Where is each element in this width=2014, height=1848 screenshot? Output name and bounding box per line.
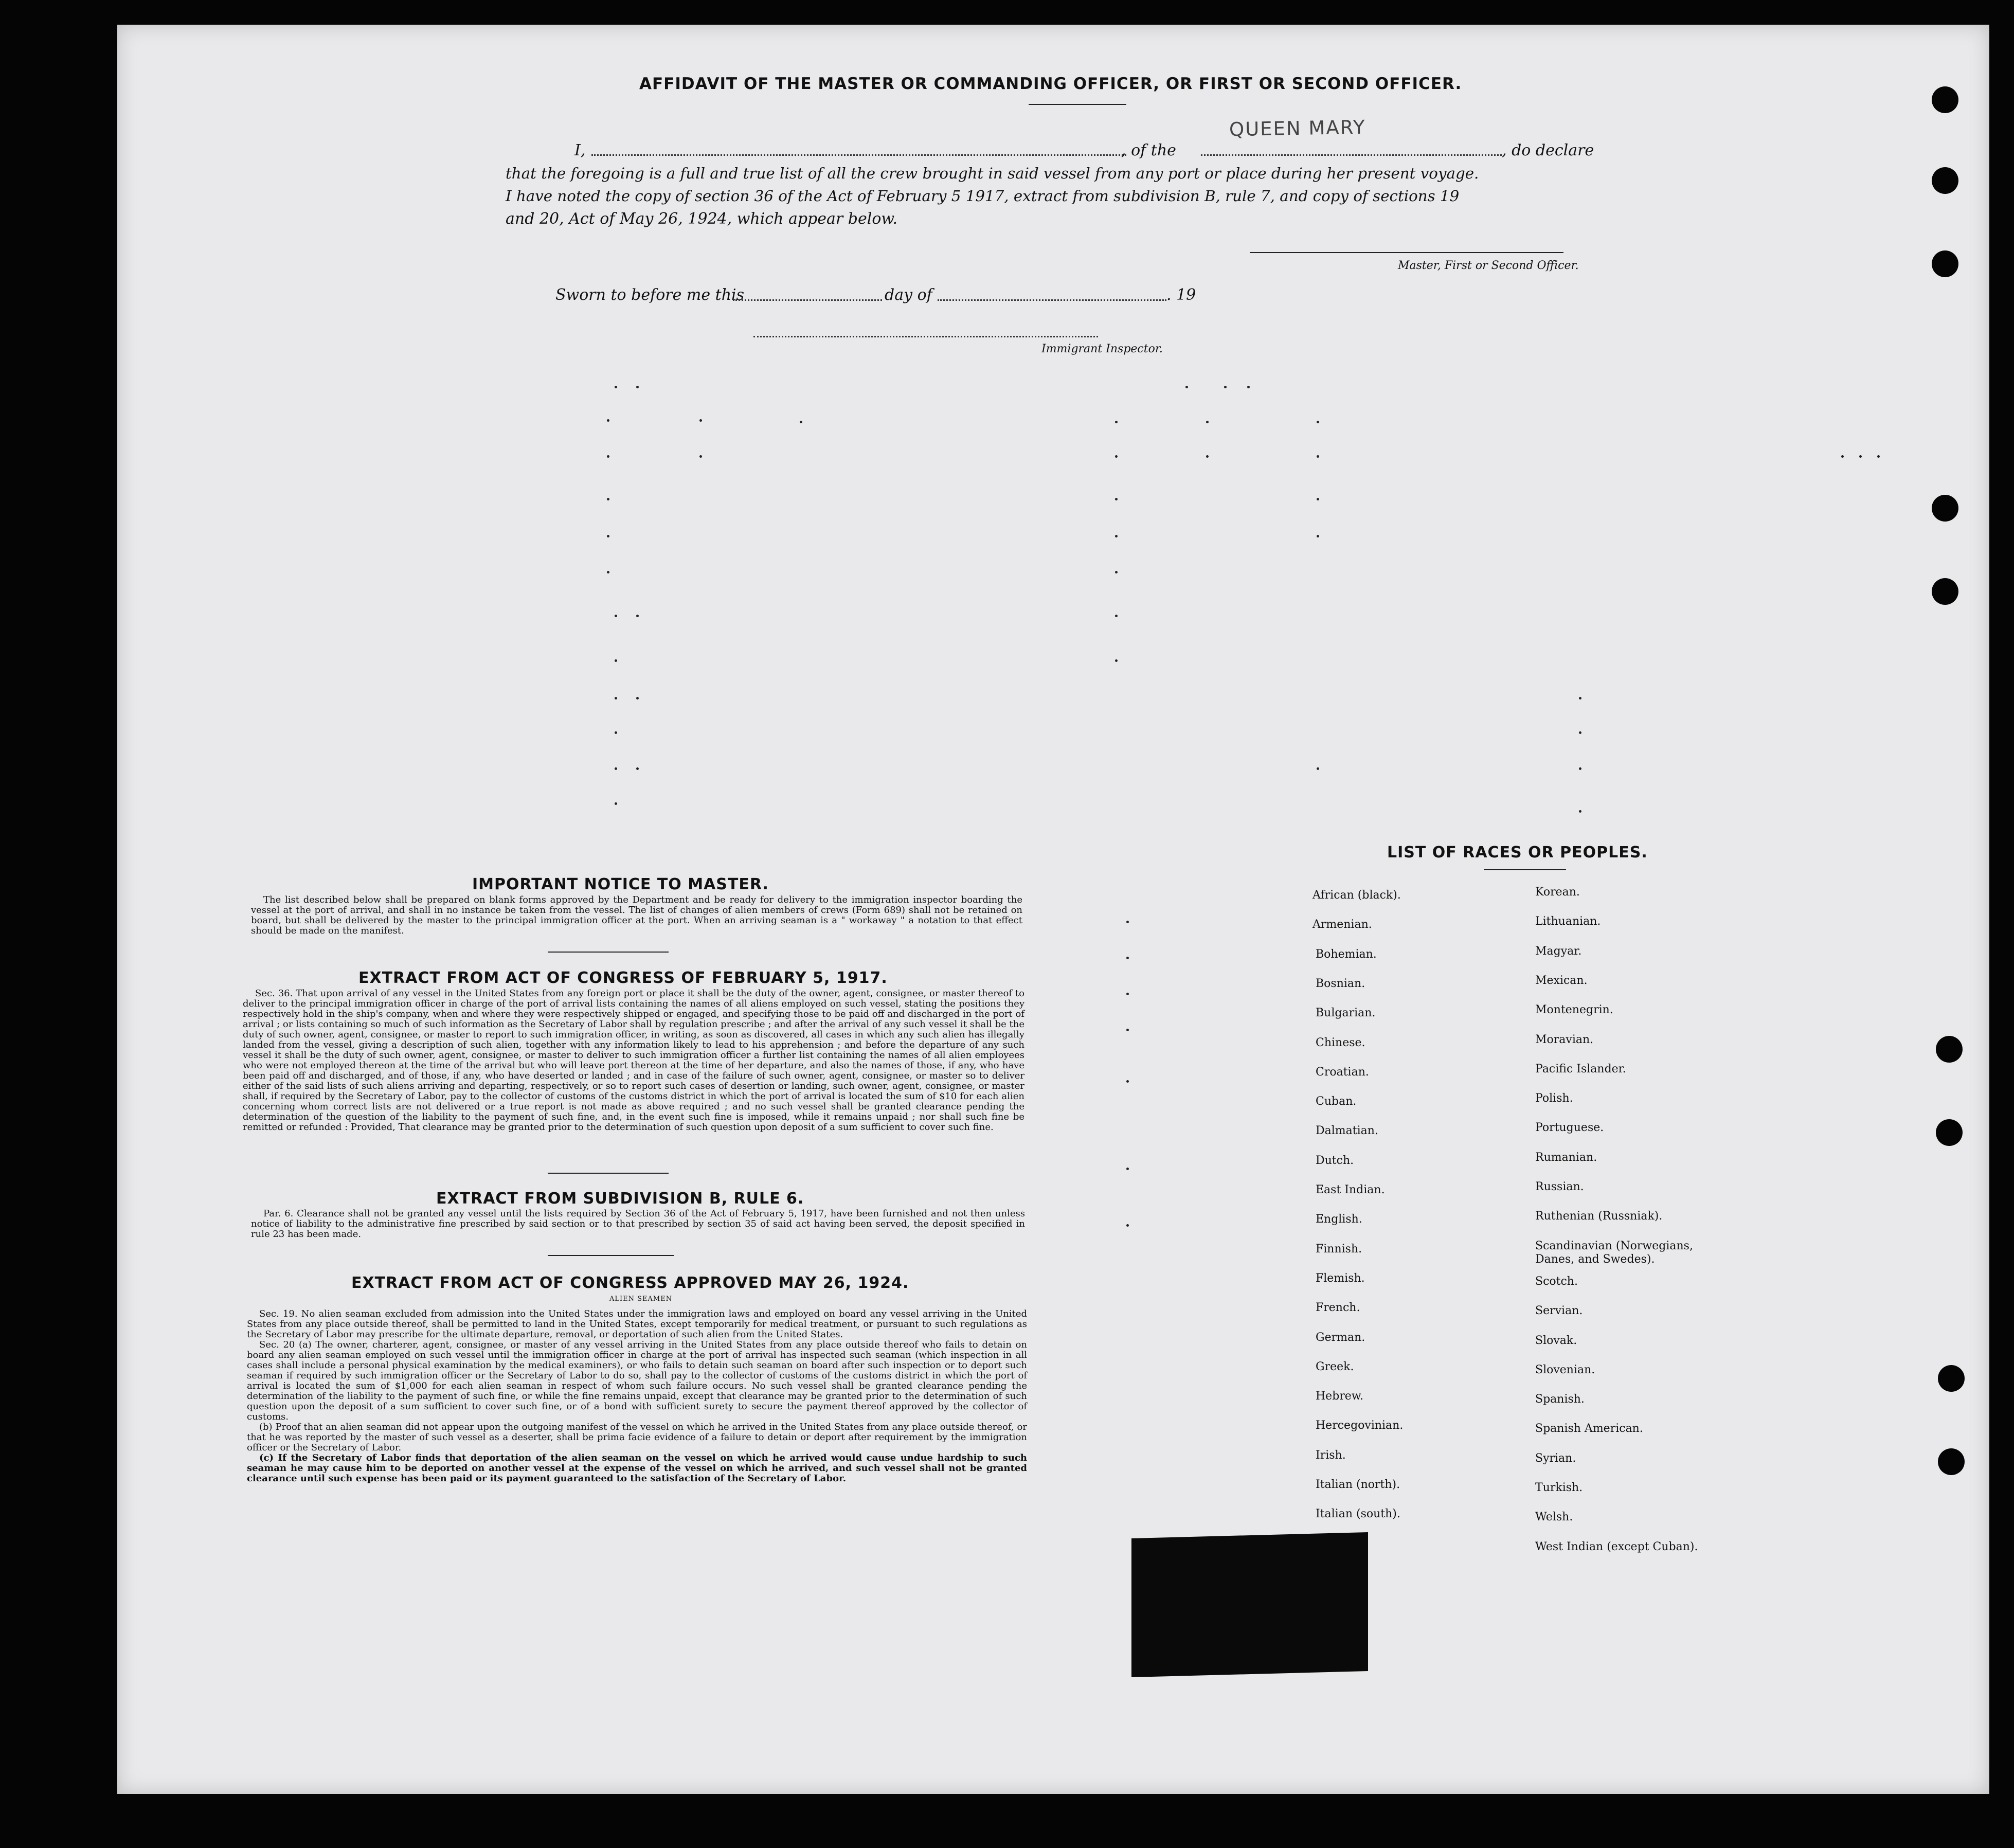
ink-speck xyxy=(1115,421,1118,423)
race-item: French. xyxy=(1316,1301,1360,1315)
affidavit-i: I, xyxy=(574,141,586,159)
ink-speck xyxy=(636,615,639,617)
binder-hole xyxy=(1936,1119,1963,1146)
ink-speck xyxy=(1126,1224,1129,1227)
ink-speck xyxy=(607,535,609,537)
ink-speck xyxy=(1206,455,1209,458)
race-item: Irish. xyxy=(1316,1448,1346,1462)
race-item: Montenegrin. xyxy=(1535,1003,1613,1017)
race-item: Pacific Islander. xyxy=(1535,1062,1626,1075)
ink-speck xyxy=(636,386,639,388)
ink-speck xyxy=(1126,1029,1129,1031)
race-item: Bosnian. xyxy=(1316,977,1365,990)
race-item: Syrian. xyxy=(1535,1451,1576,1465)
extract-1917-paragraph: Sec. 36. That upon arrival of any vessel in the United States from any foreign port or place it shall be the duty of the owner, agent, consignee, or master thereof to deliver to the principal immigration officer in charge of the port of arrival lists containing the names of all aliens employed on such vessel, stating the positions they respectively hold in the ship's company, when and where they were respectively shipped or engaged, and specifying those to be paid off and discharged in the port of arrival ; or lists containing so much of such information as the Secretary of Labor shall by regulation prescribe ; and after the arrival of any such vessel it shall be the duty of such owner, agent, consignee, or master to report to such immigration officer, in writing, as soon as discovered, all cases in which any such alien has illegally landed from the vessel, giving a description of such alien, together with any information likely to lead to his apprehension ; and before the departure of any such vessel it shall be the duty of such owner, agent, consignee, or master to deliver to such immigration officer a further list containing the names of all alien employees who were not employed thereon at the time of the arrival but who will leave port thereon at the time of her departure, and also the names of those, if any, who have been paid off and discharged, and of those, if any, who have deserted or landed ; and in case of the failure of such owner, agent, consignee, or master so to deliver either of the said lists of such aliens arriving and departing, respectively, or so to report such cases of desertion or landing, such owner, agent, consignee, or master shall, if required by the Secretary of Labor, pay to the collector of customs of the customs district in which the port of arrival is located the sum of $10 for each alien concerning whom correct lists are not delivered or a true report is not made as above required ; and no such vessel shall be granted clearance pending the determination of the question of the liability to the payment of such fine, and, in the event such fine is imposed, while it remains unpaid ; nor shall such fine be remitted or refunded : Provided, That clearance may be granted prior to the determination of such question upon deposit of a sum sufficient to cover such fine. xyxy=(243,988,1024,1133)
binder-hole xyxy=(1932,167,1958,194)
race-item: German. xyxy=(1316,1331,1365,1344)
race-item: Dutch. xyxy=(1316,1154,1354,1167)
binder-hole xyxy=(1938,1365,1965,1392)
ink-speck xyxy=(615,659,617,662)
ink-speck xyxy=(615,386,617,388)
ink-speck xyxy=(1579,731,1581,734)
race-item: Croatian. xyxy=(1316,1065,1369,1079)
notice-paragraph: The list described below shall be prepared on blank forms approved by the Department and be ready for delivery to the immigration inspector boarding the vessel at the port of arrival, and shall in no instance be taken from the vessel. The list of changes of alien members of crews (Form 689) shall not be retained on board, but shall be delivered by the master to the principal immigration officer at the port. When an arriving seaman is a " workaway " a notation to that effect should be made on the manifest. xyxy=(251,894,1022,936)
affidavit-of-the: , of the xyxy=(1121,141,1176,159)
ink-speck xyxy=(615,697,617,699)
race-item: Bulgarian. xyxy=(1316,1007,1376,1020)
race-item: Portuguese. xyxy=(1535,1121,1604,1135)
notice-divider xyxy=(548,952,669,953)
affidavit-line2: that the foregoing is a full and true list of all the crew brought in said vessel from any port or place during her present voyage. xyxy=(506,165,1479,182)
race-item: Lithuanian. xyxy=(1535,915,1601,928)
subdivision-text xyxy=(251,1209,1025,1240)
binder-hole xyxy=(1932,86,1958,113)
race-item: Hebrew. xyxy=(1316,1390,1364,1403)
sec-20a-paragraph: Sec. 20 (a) The owner, charterer, agent, consignee, or master of any vessel arriving in the United States from any place outside thereof who fails to detain on board any alien seaman employed on such vessel until the immigration officer in charge at the port of arrival has inspected such seaman (which inspection in all cases shall include a personal physical examination by the medical examiners), or who fails to detain such seaman on board after such inspection or to deport such seaman if required by such immigration officer or the Secretary of Labor to do so, shall pay to the collector of customs of the customs district in which the port of arrival is located the sum of $1,000 for each alien seaman in respect of whom such failure occurs. No such vessel shall be granted clearance pending the determination of the liability to the payment of such fine, or while the fine remains unpaid, except that clearance may be granted prior to the determination of such question upon the deposit of a sum sufficient to cover such fine, or of a bond with sufficient surety to secure the payment thereof approved by the collector of customs. xyxy=(247,1339,1027,1422)
ink-speck xyxy=(1115,571,1118,573)
title-underline xyxy=(1029,104,1126,105)
ink-blot xyxy=(1131,1532,1368,1677)
ink-speck xyxy=(607,571,609,573)
race-item: Hercegovinian. xyxy=(1316,1419,1404,1432)
binder-hole xyxy=(1932,578,1958,605)
ink-speck xyxy=(1185,386,1188,388)
extract-1917-divider xyxy=(548,1173,669,1174)
race-item: West Indian (except Cuban). xyxy=(1535,1540,1698,1553)
ink-speck xyxy=(607,455,609,458)
binder-hole xyxy=(1938,1448,1965,1475)
ink-speck xyxy=(1317,421,1319,423)
ink-speck xyxy=(615,802,617,805)
ink-speck xyxy=(1579,697,1581,699)
ink-speck xyxy=(1115,498,1118,500)
race-item: Greek. xyxy=(1316,1360,1354,1373)
ink-speck xyxy=(1115,615,1118,617)
alien-seamen-subtitle: ALIEN SEAMEN xyxy=(609,1295,673,1303)
affidavit-declare: , do declare xyxy=(1502,141,1594,159)
ink-speck xyxy=(1115,659,1118,662)
races-divider xyxy=(1484,869,1566,870)
ink-speck xyxy=(1579,810,1581,813)
race-item: Dalmatian. xyxy=(1316,1124,1378,1138)
binder-hole xyxy=(1932,250,1958,277)
race-item: Spanish American. xyxy=(1535,1422,1643,1436)
ink-speck xyxy=(1224,386,1227,388)
ink-speck xyxy=(1126,1168,1129,1170)
affidavit-title: AFFIDAVIT OF THE MASTER OR COMMANDING OFFICER, OR FIRST OR SECOND OFFICER. xyxy=(639,75,1462,93)
race-item: Mexican. xyxy=(1535,974,1588,987)
sec-20b-paragraph: (b) Proof that an alien seaman did not appear upon the outgoing manifest of the vessel on which he arrived in the United States from any place outside thereof, or that he was reported by the master of such vessel as a deserter, shall be prima facie evidence of a failure to detain or deport after requirement by the immigration officer or the Secretary of Labor. xyxy=(247,1422,1027,1453)
race-item: Korean. xyxy=(1535,886,1580,899)
ink-speck xyxy=(1317,535,1319,537)
race-item: African (black). xyxy=(1312,889,1401,902)
race-item: East Indian. xyxy=(1316,1183,1385,1196)
ink-speck xyxy=(607,498,609,500)
race-item: Spanish. xyxy=(1535,1393,1585,1406)
master-caption: Master, First or Second Officer. xyxy=(1398,259,1579,272)
race-item: Flemish. xyxy=(1316,1271,1365,1285)
race-item: Italian (south). xyxy=(1316,1508,1400,1521)
ink-speck xyxy=(615,731,617,734)
master-signature-line xyxy=(1250,252,1563,253)
extract-1924-title: EXTRACT FROM ACT OF CONGRESS APPROVED MAY 26, 1924. xyxy=(351,1274,909,1292)
race-item: Turkish. xyxy=(1535,1481,1583,1494)
extract-1924-text xyxy=(247,1309,1027,1484)
race-item: Scandinavian (Norwegians, Danes, and Swedes). xyxy=(1535,1239,1693,1266)
sworn-text: Sworn to before me this xyxy=(555,286,745,304)
race-item: Welsh. xyxy=(1535,1511,1573,1524)
subdivision-title: EXTRACT FROM SUBDIVISION B, RULE 6. xyxy=(436,1190,804,1208)
inspector-signature-line xyxy=(753,336,1098,337)
race-item: Russian. xyxy=(1535,1180,1584,1193)
ink-speck xyxy=(607,419,609,422)
ink-speck xyxy=(800,421,802,423)
ink-speck xyxy=(1126,921,1129,923)
race-item: Finnish. xyxy=(1316,1242,1362,1255)
ink-speck xyxy=(636,697,639,699)
race-item: Ruthenian (Russniak). xyxy=(1535,1210,1663,1223)
binder-hole xyxy=(1932,495,1958,522)
ink-speck xyxy=(1841,455,1844,458)
ink-speck xyxy=(1126,957,1129,959)
race-item: Polish. xyxy=(1535,1092,1573,1105)
ink-speck xyxy=(1247,386,1250,388)
ink-speck xyxy=(615,615,617,617)
affidavit-line3: I have noted the copy of section 36 of the Act of February 5 1917, extract from subdivision B, rule 7, and copy of sections 19 xyxy=(506,187,1460,205)
ink-speck xyxy=(615,767,617,770)
vessel-line xyxy=(1201,154,1502,156)
ink-speck xyxy=(1317,498,1319,500)
notice-title: IMPORTANT NOTICE TO MASTER. xyxy=(472,875,769,893)
race-item: English. xyxy=(1316,1213,1362,1226)
ink-speck xyxy=(699,455,702,458)
sec-20c-paragraph: (c) If the Secretary of Labor finds that deportation of the alien seaman on the vessel on which he arrived would cause undue hardship to such seaman he may cause him to be deported on another vessel at the expense of the vessel on which he arrived, and such vessel shall not be granted clearance until such expense has been paid or its payment guaranteed to the satisfaction of the Secretary of Labor. xyxy=(247,1452,1027,1484)
subdivision-paragraph: Par. 6. Clearance shall not be granted any vessel until the lists required by Section 36 of the Act of February 5, 1917, have been furnished and not then unless notice of liability to the administrative fine prescribed by said section or to that prescribed by section 35 of said act having been served, the deposit specified in rule 23 has been made. xyxy=(251,1208,1025,1240)
binder-hole xyxy=(1936,1036,1963,1063)
race-item: Armenian. xyxy=(1312,918,1372,931)
race-item: Moravian. xyxy=(1535,1033,1594,1046)
ink-speck xyxy=(1126,993,1129,995)
name-line xyxy=(591,154,1126,156)
sworn-month-line xyxy=(938,299,1166,301)
extract-1917-text xyxy=(243,989,1024,1133)
race-item: Scotch. xyxy=(1535,1275,1578,1288)
races-title: LIST OF RACES OR PEOPLES. xyxy=(1387,844,1648,862)
affidavit-line4: and 20, Act of May 26, 1924, which appear below. xyxy=(506,210,898,228)
ink-speck xyxy=(1579,767,1581,770)
year-text: . 19 xyxy=(1166,286,1196,304)
notice-text xyxy=(251,895,1022,936)
ink-speck xyxy=(636,767,639,770)
race-item: Slovenian. xyxy=(1535,1363,1595,1376)
race-item: Rumanian. xyxy=(1535,1151,1597,1164)
day-of-text: day of xyxy=(885,286,932,304)
ink-speck xyxy=(1317,455,1319,458)
sworn-day-line xyxy=(733,299,882,301)
race-item: Servian. xyxy=(1535,1304,1583,1318)
sec-19-paragraph: Sec. 19. No alien seaman excluded from admission into the United States under the immigration laws and employed on board any vessel arriving in the United States from any place outside thereof, shall be permitted to land in the United States, except temporarily for medical treatment, or pursuant to such regulations as the Secretary of Labor may prescribe for the ultimate departure, removal, or deportation of such alien from the United States. xyxy=(247,1308,1027,1340)
ink-speck xyxy=(1126,1080,1129,1083)
ink-speck xyxy=(1206,421,1209,423)
race-item: Slovak. xyxy=(1535,1334,1577,1347)
race-item: Bohemian. xyxy=(1316,947,1377,961)
ink-speck xyxy=(1859,455,1862,458)
ink-speck xyxy=(1877,455,1880,458)
race-item: Cuban. xyxy=(1316,1095,1357,1108)
ink-speck xyxy=(1115,535,1118,537)
ink-speck xyxy=(1115,455,1118,458)
extract-1917-title: EXTRACT FROM ACT OF CONGRESS OF FEBRUARY 5, 1917. xyxy=(358,969,888,987)
inspector-caption: Immigrant Inspector. xyxy=(1041,343,1163,355)
race-item: Italian (north). xyxy=(1316,1478,1400,1491)
race-item: Chinese. xyxy=(1316,1036,1365,1049)
ship-name-stamp: QUEEN MARY xyxy=(1229,116,1366,141)
ink-speck xyxy=(1317,767,1319,770)
ink-speck xyxy=(699,419,702,422)
subdivision-divider xyxy=(548,1255,674,1256)
race-item: Magyar. xyxy=(1535,944,1582,958)
